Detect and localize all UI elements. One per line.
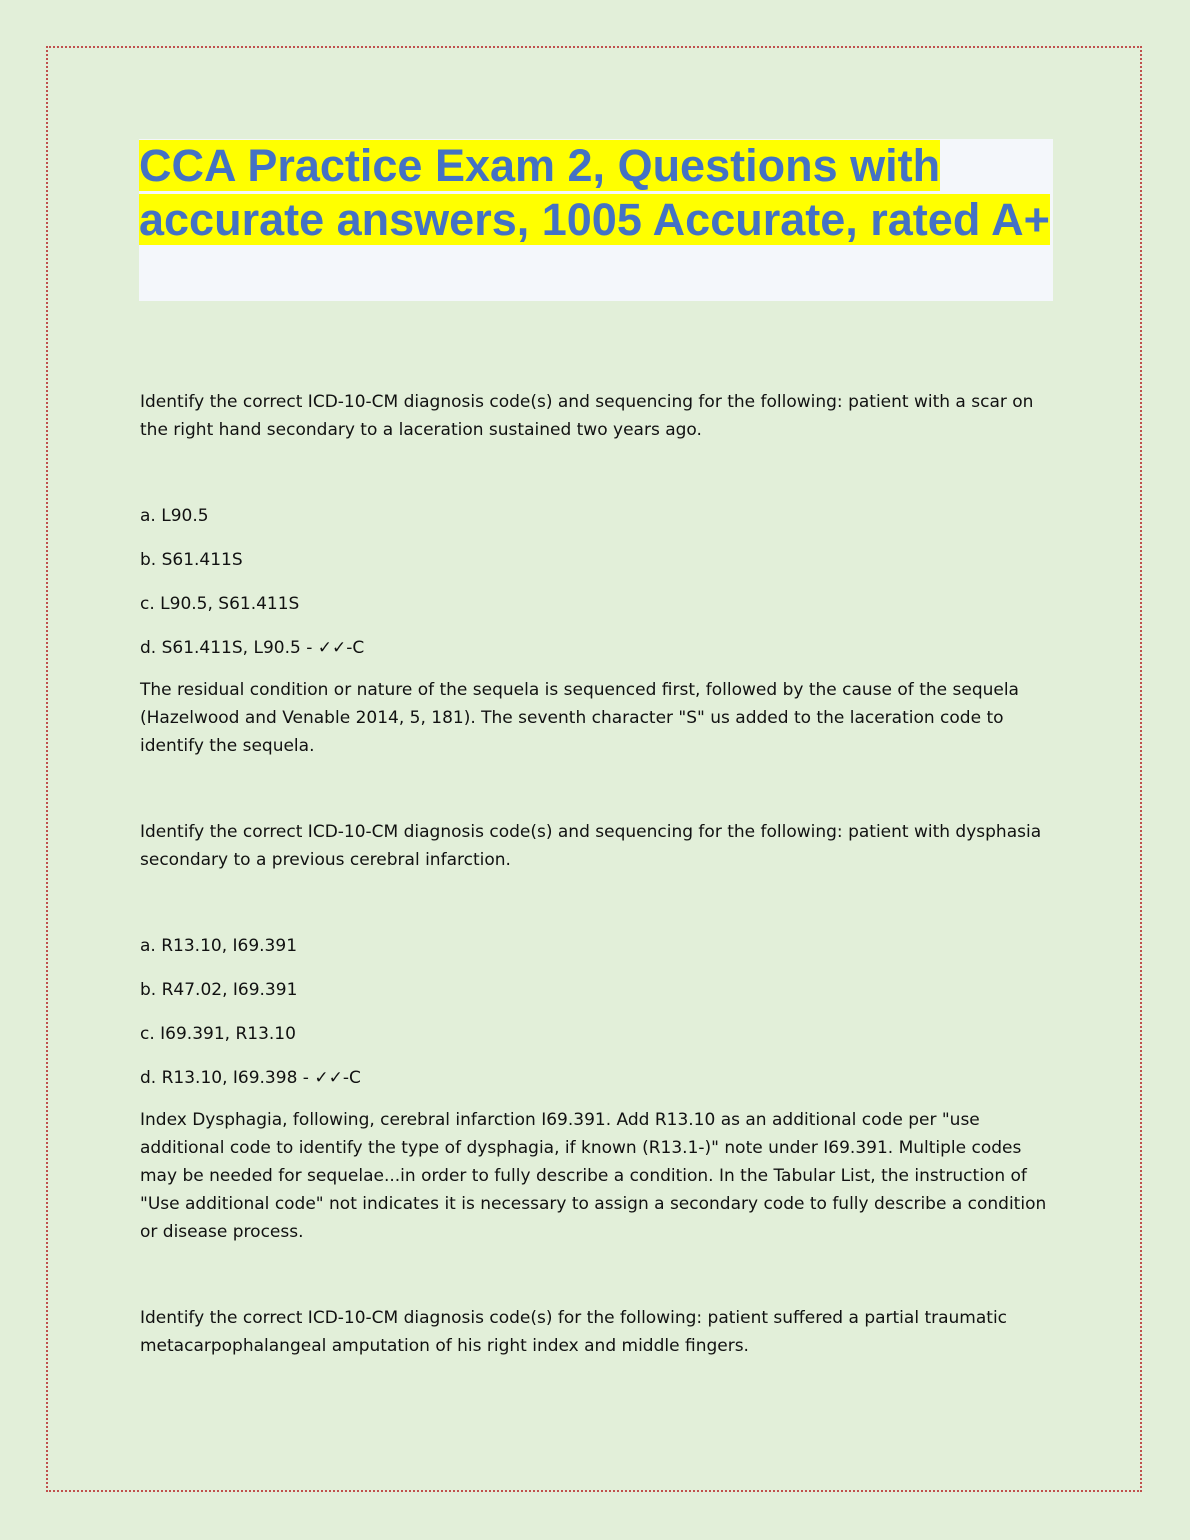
question-1-option-d: d. S61.411S, L90.5 - ✓✓-C	[140, 638, 365, 658]
question-2-option-b: b. R47.02, I69.391	[140, 980, 298, 1000]
question-1-option-a: a. L90.5	[140, 506, 209, 526]
question-2-option-d: d. R13.10, I69.398 - ✓✓-C	[140, 1068, 361, 1088]
title-block	[139, 139, 1053, 301]
question-2-prompt: Identify the correct ICD-10-CM diagnosis code(s) and sequencing for the following: patient with dysphasia secondary to a previous cerebral infarction.	[140, 822, 1042, 870]
question-2-explanation: Index Dysphagia, following, cerebral infarction I69.391. Add R13.10 as an additional code per "use additional code to identify the type of dysphagia, if known (R13.1-)" note under I69.391. Multiple codes may be needed for sequelae...in order to fully describe a condition. In the Tabular List, the instruction of "Use additional code" not indicates it is necessary to assign a secondary code to fully describe a condition or disease process.	[140, 1110, 1047, 1242]
question-2-option-a: a. R13.10, I69.391	[140, 936, 298, 956]
question-3-prompt: Identify the correct ICD-10-CM diagnosis code(s) for the following: patient suffered a partial traumatic metacarpophalangeal amputation of his right index and middle fingers.	[140, 1308, 1008, 1356]
question-1-prompt: Identify the correct ICD-10-CM diagnosis code(s) and sequencing for the following: patient with a scar on the right hand secondary to a laceration sustained two years ago.	[140, 392, 1034, 440]
document-body	[140, 388, 1055, 1360]
document-title	[139, 139, 1053, 247]
question-1-option-b: b. S61.411S	[140, 550, 243, 570]
title-highlight: CCA Practice Exam 2, Questions with accurate answers, 1005 Accurate, rated A+	[139, 140, 1050, 245]
question-2-option-c: c. I69.391, R13.10	[140, 1024, 296, 1044]
question-1-explanation: The residual condition or nature of the sequela is sequenced first, followed by the cause of the sequela (Hazelwood and Venable 2014, 5, 181). The seventh character "S" us added to the laceration code to identify the sequela.	[140, 680, 1019, 756]
question-1-option-c: c. L90.5, S61.411S	[140, 594, 300, 614]
